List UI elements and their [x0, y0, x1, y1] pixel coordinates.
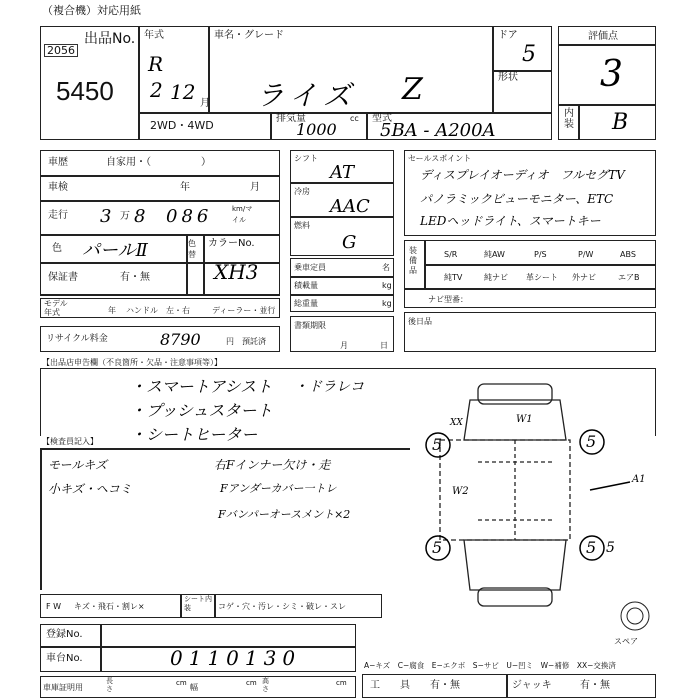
chassis-label: 車台No.	[46, 653, 83, 664]
fuel-label: 燃料	[294, 221, 310, 230]
model-year-year: 年	[108, 306, 116, 315]
doc-label: 書類期限	[294, 321, 326, 330]
lot-number: 5450	[56, 76, 114, 106]
history-text: 自家用・（ ）	[106, 157, 211, 168]
weight-unit: kg	[382, 299, 392, 308]
color-code: XH3	[214, 260, 259, 284]
tag-w2: W2	[452, 486, 469, 497]
inspector-label: 【検査員記入】	[42, 437, 98, 446]
equip-tv: 純TV	[444, 273, 463, 282]
model-code-label: 型式	[372, 113, 392, 124]
cert-width: 幅	[190, 683, 198, 692]
cert-cm-2: cm	[246, 679, 257, 687]
interior-value: B	[612, 110, 629, 135]
equip-aw: 純AW	[484, 250, 505, 259]
model-year-handle: ハンドル 左・右	[126, 306, 190, 315]
tools-label: 工 具	[370, 680, 410, 691]
warranty-label: 保証書	[48, 272, 78, 283]
jack-value: 有・無	[580, 680, 610, 691]
model-label: 車名・グレード	[214, 30, 284, 41]
shift-value: AT	[330, 162, 355, 183]
note-4: ・シートヒーター	[130, 425, 258, 444]
doc-day: 日	[380, 341, 388, 350]
mileage-label: 走行	[48, 210, 68, 221]
doc-month: 月	[340, 341, 348, 350]
model-code-value: 5BA - A200A	[380, 120, 496, 141]
capacity-label: 乗車定員	[294, 263, 326, 272]
displacement-label: 排気量	[276, 113, 306, 124]
seat-label: シート内装	[184, 595, 212, 612]
history-label: 車歴	[48, 157, 68, 168]
tag-a1: A1	[632, 474, 646, 485]
shape-label: 形状	[498, 72, 518, 83]
tag-xx: XX	[450, 418, 463, 428]
model-year-dealer: ディーラー・並行	[212, 306, 276, 315]
mileage-8: 8	[134, 206, 146, 227]
jack-label: ジャッキ	[512, 680, 552, 691]
color-label: 色	[52, 243, 62, 254]
tools-value: 有・無	[430, 680, 460, 691]
mileage-unit: km/マイル	[232, 205, 253, 224]
cert-label: 車庫証明用	[43, 683, 83, 692]
navi-model-label: ナビ型番：	[428, 295, 468, 304]
notes-label: 【出品店申告欄（不良箇所・欠品・注意事項等）】	[42, 358, 222, 367]
inspector-line-2: 小キズ・ヘコミ	[48, 482, 132, 496]
capacity-unit: 名	[382, 263, 390, 272]
model-grade: Z	[402, 72, 423, 107]
mark-front-right: 5	[586, 432, 597, 451]
inspector-line-3: 右Fインナー欠け・走	[214, 458, 331, 472]
warranty-text: 有・無	[120, 272, 150, 283]
inspector-line-1: モールキズ	[48, 458, 108, 472]
interior-label: 内装	[564, 108, 574, 130]
after-items-label: 後日品	[408, 317, 432, 326]
equipment-label: 装備品	[409, 246, 417, 275]
load-unit: kg	[382, 281, 392, 290]
recycle-unit: 円 預託済	[226, 337, 266, 346]
sales-line-3: LEDヘッドライト、スマートキー	[420, 214, 601, 228]
mark-rear-side: 5	[606, 540, 615, 556]
ac-label: 冷房	[294, 187, 310, 196]
chassis-value: 0110130	[170, 646, 302, 670]
damage-legend: A−キズ C−腐食 E−エクボ S−サビ U−凹ミ W−補修 XX−交換済	[364, 661, 616, 670]
note-2: ・ドラレコ	[294, 379, 364, 395]
fuel-value: G	[342, 232, 357, 253]
equip-ext-navi: 外ナビ	[572, 273, 596, 282]
displacement-value: 1000	[296, 120, 337, 139]
weight-label: 総重量	[294, 299, 318, 308]
mark-front-left: 5	[432, 435, 443, 454]
drive-text: 2WD・4WD	[150, 119, 214, 132]
fw-text: キズ・飛石・割レ×	[74, 602, 145, 611]
equip-airbag: エアB	[618, 273, 640, 282]
cert-height: 高さ	[262, 677, 269, 693]
cert-length: 長さ	[106, 677, 113, 693]
sales-line-2: パノラミックビューモニター、ETC	[420, 192, 614, 206]
color-diff-label: 色替	[188, 239, 196, 259]
displacement-unit: cc	[350, 114, 359, 123]
fw-label: F W	[46, 602, 62, 611]
cert-cm-1: cm	[176, 679, 187, 687]
recycle-label: リサイクル料金	[46, 334, 108, 344]
model-name: ライズ	[256, 79, 357, 112]
sales-line-1: ディスプレイオーディオ フルセグTV	[420, 168, 625, 182]
cert-row	[40, 676, 356, 698]
mileage-3: 3	[100, 206, 112, 227]
inspection-year: 年	[180, 182, 190, 193]
recycle-value: 8790	[160, 330, 201, 349]
color-value: パールⅡ	[82, 240, 148, 261]
inspector-line-4: Fアンダーカバー一トレ	[220, 482, 337, 495]
score-label: 評価点	[588, 31, 618, 42]
inspection-month: 月	[250, 182, 260, 193]
equip-abs: ABS	[620, 250, 636, 259]
lot-stamp: 2056	[44, 44, 78, 57]
year-era: R	[148, 52, 164, 76]
shift-label: シフト	[294, 154, 318, 163]
year-no: 2	[150, 78, 163, 102]
note-3: ・プッシュスタート	[130, 401, 273, 420]
door-value: 5	[522, 42, 536, 67]
mark-rear-left: 5	[432, 538, 443, 557]
door-label: ドア	[498, 30, 518, 41]
year-month: 12	[170, 80, 196, 104]
spare-label: スペア	[614, 637, 638, 646]
sales-label: セールスポイント	[408, 154, 472, 163]
model-year-label: モデル年式	[44, 299, 68, 317]
mileage-man: 万	[120, 211, 130, 222]
mileage-rest: 086	[166, 206, 213, 227]
equip-navi: 純ナビ	[484, 273, 508, 282]
ac-value: AAC	[330, 196, 370, 217]
tag-w1: W1	[516, 414, 533, 425]
equip-sr: S/R	[444, 250, 458, 259]
color-code-label: カラーNo.	[208, 238, 255, 249]
inspection-label: 車検	[48, 182, 68, 193]
year-month-unit: 月	[200, 98, 210, 109]
cert-cm-3: cm	[336, 679, 347, 687]
year-label: 年式	[144, 30, 164, 41]
form-title: （複合機）対応用紙	[42, 4, 141, 17]
seat-text: コゲ・穴・汚レ・シミ・破レ・スレ	[218, 602, 346, 611]
equip-leather: 革シート	[526, 273, 558, 282]
score-value: 3	[600, 54, 623, 95]
equip-ps: P/S	[534, 250, 547, 259]
equip-pw: P/W	[578, 250, 594, 259]
note-1: ・スマートアシスト	[130, 377, 273, 396]
mark-rear-right: 5	[586, 538, 597, 557]
lot-label: 出品No.	[84, 31, 136, 47]
reg-label: 登録No.	[46, 629, 83, 640]
inspector-line-5: Fバンパーオースメント×2	[218, 508, 351, 521]
load-label: 積載量	[294, 281, 318, 290]
